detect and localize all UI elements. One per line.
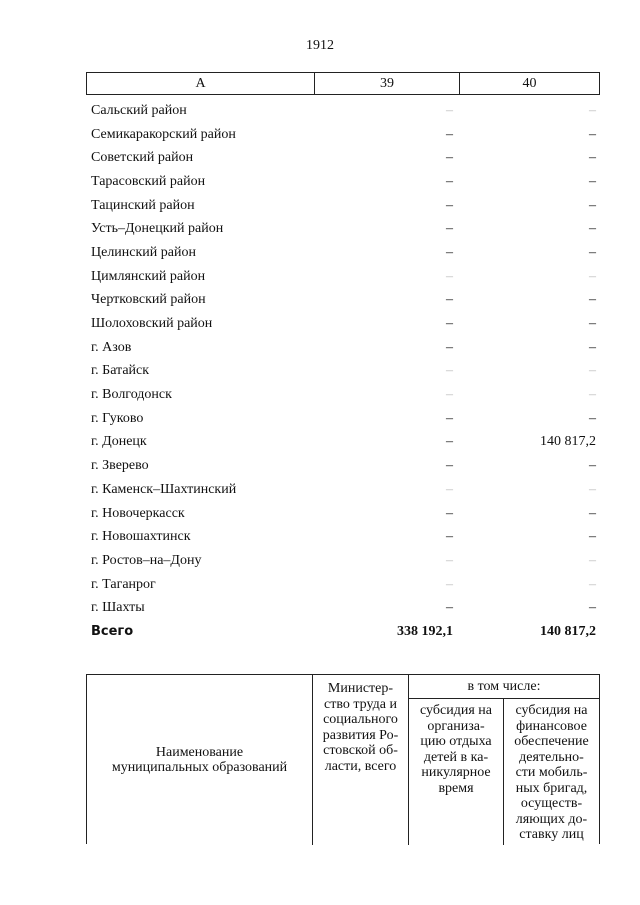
including-group-header: в том числе: (409, 675, 599, 699)
table-row (86, 502, 600, 526)
subsidy-children-rest-header-line: никулярное (421, 765, 491, 780)
value-col-40: – (589, 221, 596, 237)
table-row (86, 123, 600, 147)
table-row (86, 241, 600, 265)
subsidy-mobile-brigades-header-line: ляющих до- (515, 811, 588, 827)
subsidy-mobile-brigades-header-line: деятельно- (519, 749, 584, 765)
ministry-total-header-line: стовской об- (323, 743, 398, 758)
column-header-39: 39 (315, 73, 460, 94)
value-col-40: – (589, 529, 596, 545)
value-col-39: – (446, 292, 453, 308)
value-col-39: – (446, 339, 453, 355)
value-col-39: – (446, 458, 453, 474)
value-col-39: – (446, 552, 453, 568)
municipality-name: г. Азов (91, 339, 132, 355)
value-col-39: – (446, 268, 453, 284)
value-col-39: – (446, 481, 453, 497)
municipality-name: г. Ростов–на–Дону (91, 552, 202, 568)
column-header-row (86, 72, 600, 95)
value-col-39: – (446, 434, 453, 450)
municipality-name: Усть–Донецкий район (91, 221, 224, 237)
value-col-40: – (589, 102, 596, 118)
subsidy-mobile-brigades-header (504, 699, 599, 845)
subsidy-children-rest-header (409, 699, 504, 845)
value-col-39: – (446, 173, 453, 189)
municipality-name: г. Таганрог (91, 576, 156, 592)
table-row (86, 170, 600, 194)
table-row (86, 99, 600, 123)
value-col-40: – (589, 410, 596, 426)
ministry-total-header-line: социального (323, 712, 398, 727)
subsidy-mobile-brigades-header-line: обеспечение (514, 734, 589, 749)
table-row (86, 360, 600, 384)
subsidy-children-rest-header-line: детей в ка- (423, 749, 489, 765)
page-number: 1912 (306, 38, 334, 53)
value-col-39: – (446, 576, 453, 592)
value-col-40: – (589, 552, 596, 568)
value-col-40: – (589, 576, 596, 592)
subsidy-mobile-brigades-header-line: субсидия на (515, 703, 588, 718)
subsidy-children-rest-header-line: организа- (427, 718, 485, 734)
value-col-39: – (446, 244, 453, 260)
table-row (86, 549, 600, 573)
municipality-name: г. Донецк (91, 434, 147, 450)
value-col-39: – (446, 126, 453, 142)
subsidy-mobile-brigades-header-line: сти мобиль- (515, 765, 588, 780)
value-col-40: – (589, 173, 596, 189)
municipality-name: Советский район (91, 150, 194, 166)
municipality-name: Целинский район (91, 244, 196, 260)
municipality-name: Тацинский район (91, 197, 195, 213)
municipality-name: Семикаракорский район (91, 126, 236, 142)
ministry-total-header-line: развития Ро- (322, 727, 399, 743)
value-col-40: 140 817,2 (540, 434, 596, 450)
value-col-39: – (446, 221, 453, 237)
value-col-40: – (589, 126, 596, 142)
value-col-40: – (589, 150, 596, 166)
column-header-40: 40 (522, 75, 537, 91)
municipality-name: Шолоховский район (91, 316, 213, 332)
table-row (86, 596, 600, 620)
subsidy-mobile-brigades-header-line: ставку лиц (519, 827, 584, 842)
municipality-name: г. Новошахтинск (91, 529, 191, 545)
table-row (86, 407, 600, 431)
table-row (86, 525, 600, 549)
municipality-name: г. Каменск–Шахтинский (91, 481, 237, 497)
total-row (86, 620, 600, 644)
municipal-name-header (87, 675, 313, 845)
municipality-name: Сальский район (91, 102, 187, 118)
table-row (86, 289, 600, 313)
subsidy-children-rest-header-line: субсидия на (420, 703, 492, 718)
municipality-name: г. Батайск (91, 363, 150, 379)
value-col-40: – (589, 458, 596, 474)
value-col-40: – (589, 363, 596, 379)
value-col-39: – (446, 316, 453, 332)
value-col-39: – (446, 150, 453, 166)
municipality-name: Тарасовский район (91, 173, 206, 189)
value-col-40: – (589, 292, 596, 308)
value-col-39: – (446, 102, 453, 118)
table-row (86, 454, 600, 478)
value-col-40: – (589, 244, 596, 260)
value-col-40: – (589, 481, 596, 497)
total-label: Всего (91, 624, 134, 640)
table-row (86, 146, 600, 170)
table-row (86, 431, 600, 455)
value-col-39: – (446, 529, 453, 545)
table-row (86, 383, 600, 407)
subsidy-mobile-brigades-header-line: осуществ- (520, 796, 583, 811)
value-col-40: – (589, 600, 596, 616)
table-row (86, 265, 600, 289)
table-row (86, 478, 600, 502)
value-col-39: – (446, 410, 453, 426)
subsidy-children-rest-header-line: цию отдыха (420, 734, 492, 749)
next-table-header (86, 674, 600, 844)
total-col-40: 140 817,2 (540, 623, 596, 639)
column-header-a: А (87, 73, 315, 94)
municipality-name: г. Зверево (91, 458, 149, 474)
municipal-name-header-line: Наименование (155, 745, 244, 760)
value-col-39: – (446, 505, 453, 521)
municipality-name: г. Гуково (91, 410, 144, 426)
value-col-40: – (589, 339, 596, 355)
ministry-total-header-line: ласти, всего (324, 758, 397, 774)
value-col-39: – (446, 363, 453, 379)
municipality-name: г. Волгодонск (91, 387, 172, 403)
value-col-40: – (589, 387, 596, 403)
ministry-total-header-line: ство труда и (324, 696, 397, 712)
municipality-name: Чертковский район (91, 292, 206, 308)
table-row (86, 217, 600, 241)
value-col-40: – (589, 268, 596, 284)
table-row (86, 573, 600, 597)
table-row (86, 336, 600, 360)
municipality-name: Цимлянский район (91, 268, 206, 284)
value-col-39: – (446, 600, 453, 616)
municipal-name-header-line: муниципальных образований (111, 760, 288, 775)
total-col-39: 338 192,1 (397, 623, 453, 639)
value-col-40: – (589, 505, 596, 521)
value-col-39: – (446, 387, 453, 403)
subsidy-mobile-brigades-header-line: ных бригад, (515, 780, 588, 796)
subsidy-children-rest-header-line: время (438, 780, 474, 796)
table-row (86, 194, 600, 218)
table-row (86, 312, 600, 336)
municipality-name: г. Шахты (91, 600, 145, 616)
value-col-39: – (446, 197, 453, 213)
value-col-40: – (589, 316, 596, 332)
value-col-40: – (589, 197, 596, 213)
ministry-total-header-line: Министер- (327, 681, 394, 696)
subsidy-mobile-brigades-header-line: финансовое (516, 718, 587, 734)
data-rows (86, 99, 600, 644)
ministry-total-header (313, 675, 409, 845)
municipality-name: г. Новочеркасск (91, 505, 185, 521)
